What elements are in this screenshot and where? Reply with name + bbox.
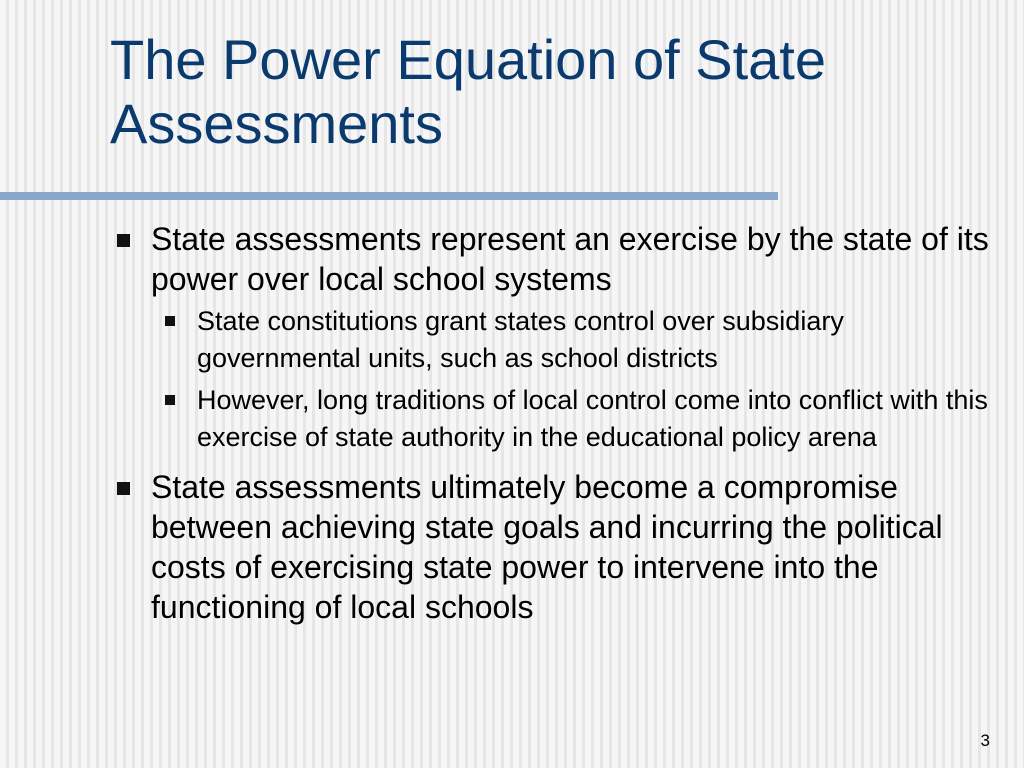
bullet-item bbox=[110, 467, 1010, 627]
square-bullet-icon bbox=[165, 316, 175, 326]
bullet-text: State assessments represent an exercise by the state of its power over local school systems bbox=[151, 221, 989, 297]
slide-number: 3 bbox=[980, 731, 990, 750]
title-divider bbox=[0, 192, 778, 200]
sub-bullet-item bbox=[151, 303, 1010, 377]
slide-body bbox=[110, 219, 1010, 638]
sub-bullet-list bbox=[151, 303, 1010, 456]
bullet-item bbox=[110, 219, 1010, 456]
square-bullet-icon bbox=[117, 482, 130, 495]
bullet-text: State assessments ultimately become a compromise between achieving state goals and incurring the political costs of exercising state power to intervene into the functioning of local schools bbox=[151, 469, 943, 625]
square-bullet-icon bbox=[117, 234, 130, 247]
square-bullet-icon bbox=[165, 395, 175, 405]
sub-bullet-text: State constitutions grant states control over subsidiary governmental units, such as school districts bbox=[197, 306, 844, 373]
sub-bullet-text: However, long traditions of local control come into conflict with this exercise of state authority in the educational policy arena bbox=[197, 385, 988, 452]
sub-bullet-item bbox=[151, 382, 1010, 456]
slide-title: The Power Equation of State Assessments bbox=[110, 28, 826, 155]
